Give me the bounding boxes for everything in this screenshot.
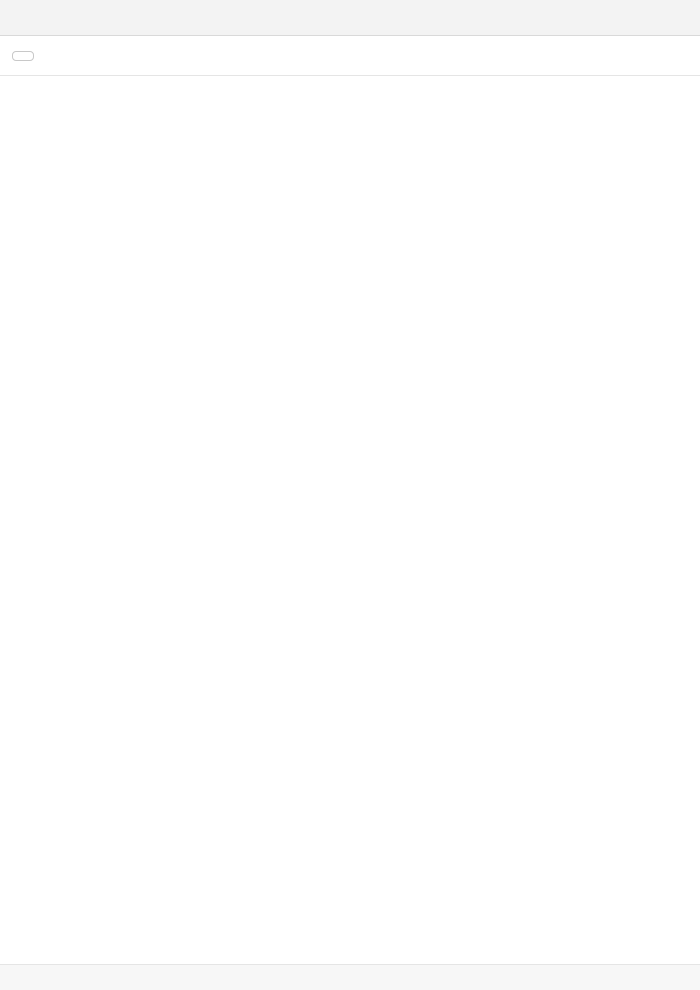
toolbar [0,36,700,76]
status-bar [0,964,700,990]
main-content [0,76,700,964]
primary-button[interactable] [12,51,34,61]
title-bar [0,0,700,36]
